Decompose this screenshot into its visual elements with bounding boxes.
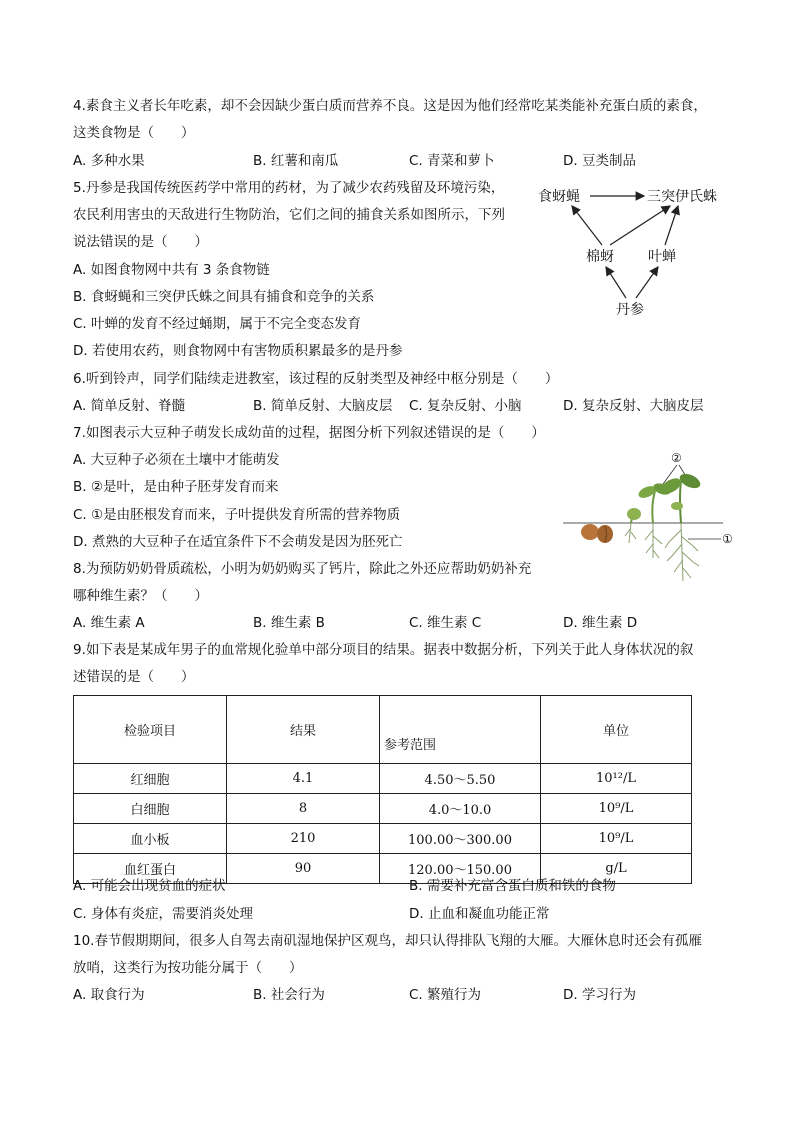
arrow-danshen-to-yechan bbox=[636, 267, 658, 298]
q8-stem-line2: 哪种维生素？（ ） bbox=[73, 588, 208, 604]
q4-stem-line2: 这类食物是（ ） bbox=[73, 125, 195, 141]
q8-option-b: B. 维生素 B bbox=[253, 615, 325, 631]
q6-option-d: D. 复杂反射、大脑皮层 bbox=[563, 398, 704, 414]
q7-option-d: D. 煮熟的大豆种子在适宜条件下不会萌发是因为胚死亡 bbox=[73, 534, 403, 550]
q9-option-d: D. 止血和凝血功能正常 bbox=[409, 906, 550, 922]
cell-reference: 4.0～10.0 bbox=[380, 794, 541, 824]
q5-stem-line2: 农民利用害虫的天敌进行生物防治，它们之间的捕食关系如图所示，下列 bbox=[73, 207, 505, 223]
node-mianya: 棉蚜 bbox=[586, 249, 614, 265]
food-web-diagram bbox=[530, 175, 730, 325]
q6-option-c: C. 复杂反射、小脑 bbox=[409, 398, 522, 414]
table-header-row bbox=[74, 696, 692, 764]
header-reference: 参考范围 bbox=[380, 696, 541, 764]
cell-result: 8 bbox=[227, 794, 380, 824]
cell-item: 血小板 bbox=[74, 824, 227, 854]
q4-option-a: A. 多种水果 bbox=[73, 153, 145, 169]
q6-option-b: B. 简单反射、大脑皮层 bbox=[253, 398, 393, 414]
cell-item: 白细胞 bbox=[74, 794, 227, 824]
q8-stem-line1: 8.为预防奶奶骨质疏松，小明为奶奶购买了钙片，除此之外还应帮助奶奶补充 bbox=[73, 561, 532, 577]
q6-option-a: A. 简单反射、脊髓 bbox=[73, 398, 186, 414]
q9-stem-line1: 9.如下表是某成年男子的血常规化验单中部分项目的结果。据表中数据分析，下列关于此人身体状况的叙 bbox=[73, 642, 694, 658]
q4-option-d: D. 豆类制品 bbox=[563, 153, 636, 169]
q9-stem-line2: 述错误的是（ ） bbox=[73, 669, 195, 685]
cell-unit: 10⁹/L bbox=[541, 794, 692, 824]
q7-option-b: B. ②是叶，是由种子胚芽发育而来 bbox=[73, 479, 279, 495]
table-row bbox=[74, 824, 692, 854]
q8-option-d: D. 维生素 D bbox=[563, 615, 638, 631]
q10-stem-line1: 10.春节假期期间，很多人自驾去南矶湿地保护区观鸟，却只认得排队飞翔的大雁。大雁休息时还会有孤雁 bbox=[73, 933, 702, 949]
cell-reference: 4.50～5.50 bbox=[380, 764, 541, 794]
label-2: ② bbox=[671, 451, 682, 465]
node-yechan: 叶蝉 bbox=[648, 249, 676, 265]
label-1: ① bbox=[722, 532, 733, 546]
q9-option-b: B. 需要补充富含蛋白质和铁的食物 bbox=[409, 878, 616, 894]
q4-option-b: B. 红薯和南瓜 bbox=[253, 153, 339, 169]
q10-option-d: D. 学习行为 bbox=[563, 987, 636, 1003]
table-row bbox=[74, 764, 692, 794]
q5-stem-line3: 说法错误的是（ ） bbox=[73, 234, 208, 250]
cell-reference: 120.00～150.00 bbox=[380, 854, 541, 884]
cell-unit: g/L bbox=[541, 854, 692, 884]
roots bbox=[625, 523, 699, 581]
arrow-yechan-to-zhu bbox=[665, 206, 678, 245]
header-unit: 单位 bbox=[541, 696, 692, 764]
q8-option-a: A. 维生素 A bbox=[73, 615, 145, 631]
q6-stem: 6.听到铃声，同学们陆续走进教室，该过程的反射类型及神经中枢分别是（ ） bbox=[73, 371, 559, 387]
cell-result: 210 bbox=[227, 824, 380, 854]
cell-unit: 10⁹/L bbox=[541, 824, 692, 854]
q5-stem-line1: 5.丹参是我国传统医药学中常用的药材，为了减少农药残留及环境污染， bbox=[73, 180, 505, 196]
soybean-germination-figure bbox=[563, 448, 743, 588]
q4-stem-line1: 4.素食主义者长年吃素，却不会因缺少蛋白质而营养不良。这是因为他们经常吃某类能补充蛋白质的素食， bbox=[73, 98, 707, 114]
cell-item: 红细胞 bbox=[74, 764, 227, 794]
q5-option-b: B. 食蚜蝇和三突伊氏蛛之间具有捕食和竞争的关系 bbox=[73, 289, 375, 305]
q10-option-b: B. 社会行为 bbox=[253, 987, 325, 1003]
q7-option-c: C. ①是由胚根发育而来，子叶提供发育所需的营养物质 bbox=[73, 507, 401, 523]
blood-test-table bbox=[73, 695, 692, 884]
seed-1 bbox=[581, 524, 599, 540]
q5-option-a: A. 如图食物网中共有 3 条食物链 bbox=[73, 262, 270, 278]
seed-2 bbox=[597, 525, 613, 543]
node-santu-yishizhu: 三突伊氏蛛 bbox=[647, 189, 717, 205]
q8-option-c: C. 维生素 C bbox=[409, 615, 482, 631]
q5-option-d: D. 若使用农药，则食物网中有害物质积累最多的是丹参 bbox=[73, 343, 403, 359]
q7-stem: 7.如图表示大豆种子萌发长成幼苗的过程，据图分析下列叙述错误的是（ ） bbox=[73, 425, 545, 441]
q9-option-a: A. 可能会出现贫血的症状 bbox=[73, 878, 226, 894]
cell-reference: 100.00～300.00 bbox=[380, 824, 541, 854]
arrow-mianya-to-zhu bbox=[610, 206, 670, 245]
q9-option-c: C. 身体有炎症，需要消炎处理 bbox=[73, 906, 254, 922]
q5-option-c: C. 叶蝉的发育不经过蛹期，属于不完全变态发育 bbox=[73, 316, 362, 332]
arrow-mianya-to-shiyaying bbox=[572, 206, 602, 245]
q10-stem-line2: 放哨，这类行为按功能分属于（ ） bbox=[73, 960, 303, 976]
cell-unit: 10¹²/L bbox=[541, 764, 692, 794]
header-item: 检验项目 bbox=[74, 696, 227, 764]
q10-option-a: A. 取食行为 bbox=[73, 987, 145, 1003]
q7-option-a: A. 大豆种子必须在土壤中才能萌发 bbox=[73, 452, 280, 468]
table-row bbox=[74, 794, 692, 824]
node-danshen: 丹参 bbox=[616, 302, 644, 318]
node-shiyaying: 食蚜蝇 bbox=[538, 189, 580, 205]
q10-option-c: C. 繁殖行为 bbox=[409, 987, 482, 1003]
cell-item: 血红蛋白 bbox=[74, 854, 227, 884]
arrow-danshen-to-mianya bbox=[606, 267, 626, 298]
cell-result: 90 bbox=[227, 854, 380, 884]
q4-option-c: C. 青菜和萝卜 bbox=[409, 153, 495, 169]
cell-result: 4.1 bbox=[227, 764, 380, 794]
header-result: 结果 bbox=[227, 696, 380, 764]
